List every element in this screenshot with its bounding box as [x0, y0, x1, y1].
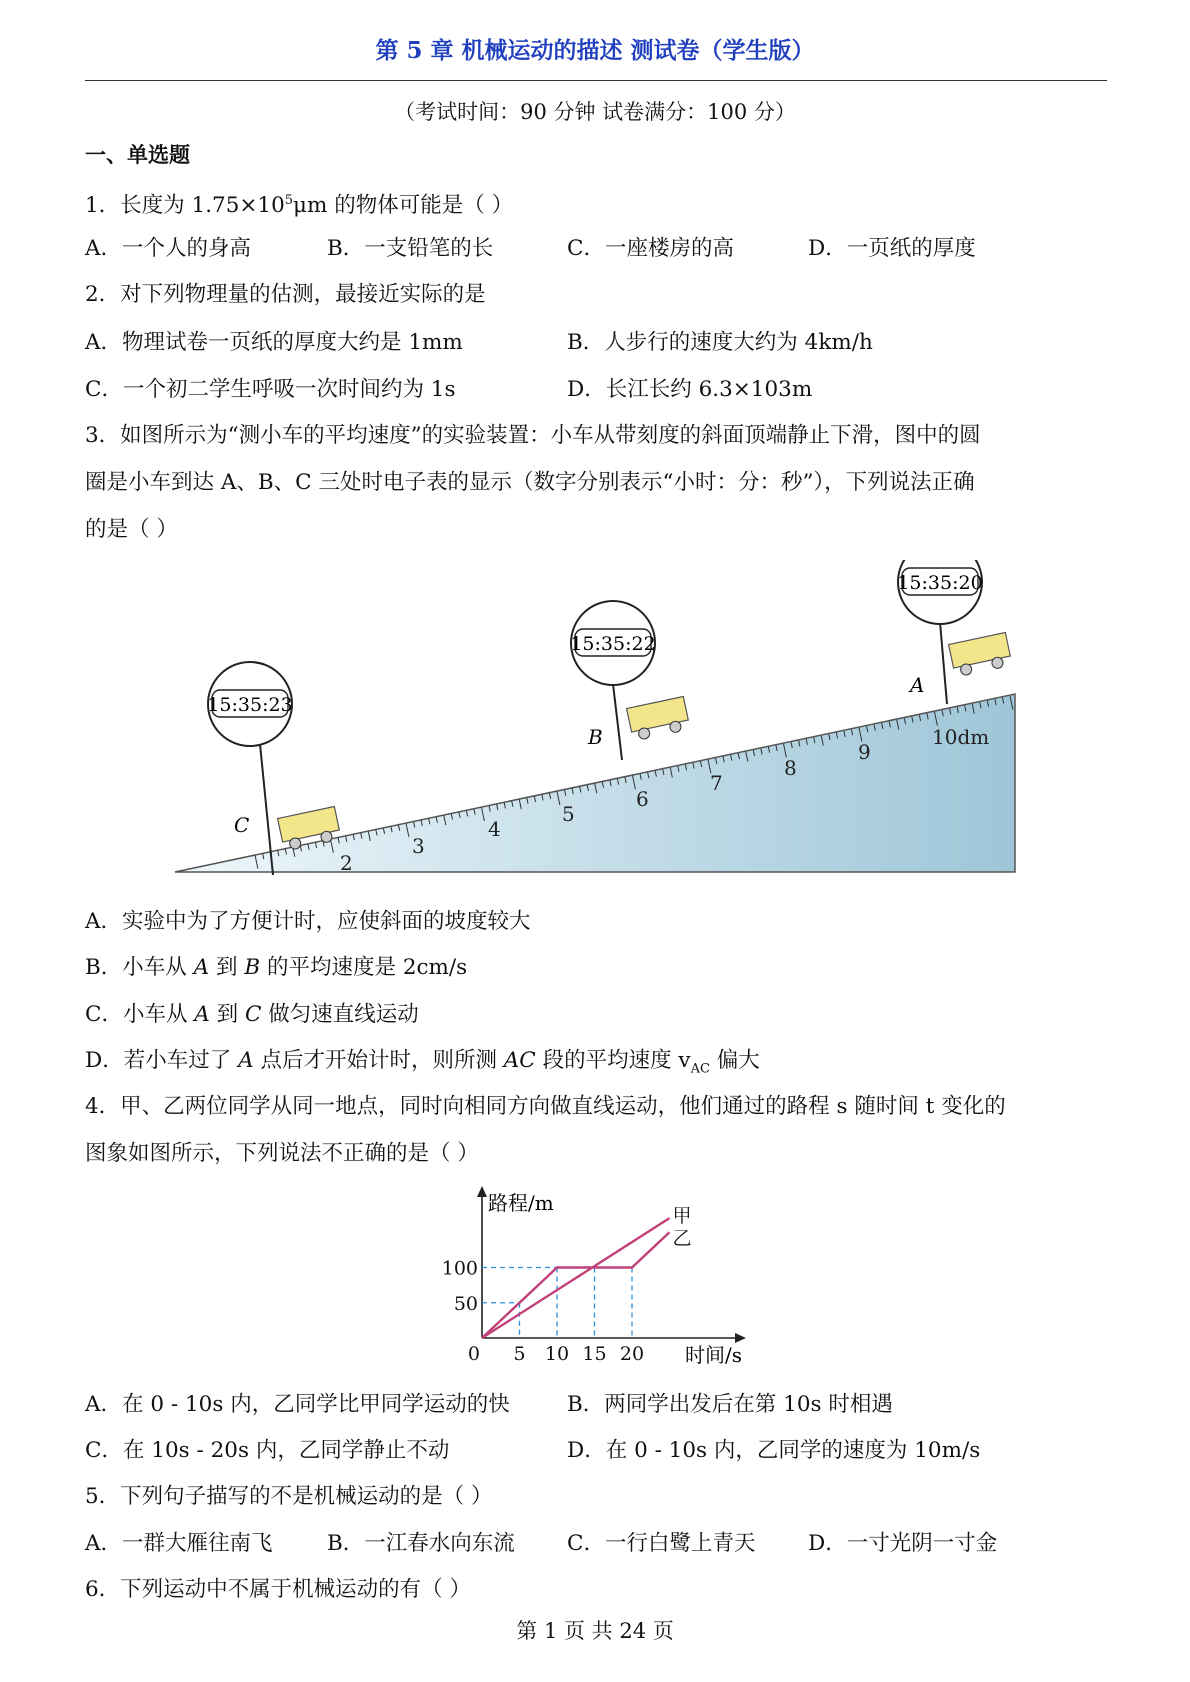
x-tick-label: 20: [619, 1343, 645, 1365]
q2-option-d: D．长江长约 6.3×103m: [567, 377, 813, 402]
page-footer: 第 1 页 共 24 页: [516, 1619, 674, 1643]
series-label-2: 乙: [672, 1227, 692, 1250]
q3-option-a: A．实验中为了方便计时，应使斜面的坡度较大: [85, 909, 531, 934]
q2-option-a: A．物理试卷一页纸的厚度大约是 1mm: [85, 330, 463, 355]
series-label-1: 甲: [672, 1205, 692, 1228]
question-1-stem: 1．长度为 $1.75\times 10^5\mu m$ 的物体可能是（ ）: [85, 193, 514, 219]
x-tick-label: 0: [467, 1343, 480, 1365]
q5-option-b: B．一江春水向东流: [327, 1531, 515, 1556]
point-label-a: A: [910, 673, 925, 697]
ruler-label-3: 3: [412, 834, 425, 858]
incline-figure: [170, 560, 1030, 890]
x-axis-label: 时间/s: [685, 1343, 743, 1365]
q1-option-d: D．一页纸的厚度: [808, 236, 976, 261]
ruler-label-7: 7: [710, 771, 723, 795]
exam-subtitle: （考试时间：90 分钟 试卷满分：100 分）: [394, 100, 796, 124]
clock-b-time: 15:35:22: [570, 633, 656, 655]
question-3-stem-line1: 3．如图所示为“测小车的平均速度”的实验装置：小车从带刻度的斜面顶端静止下滑，图中的圆: [85, 423, 981, 448]
ruler-label-8: 8: [784, 756, 797, 780]
q1-option-c: C．一座楼房的高: [567, 236, 734, 261]
ruler-label-9: 9: [858, 740, 871, 764]
ruler-label-4: 4: [488, 817, 501, 841]
distance-time-chart: [430, 1180, 760, 1365]
q5-option-d: D．一寸光阴一寸金: [808, 1531, 998, 1556]
header-divider: [85, 80, 1107, 81]
point-label-b: B: [588, 725, 603, 749]
y-axis-label: 路程/m: [488, 1191, 554, 1215]
ruler-label-2: 2: [340, 851, 353, 875]
series-line-1: [482, 1218, 670, 1338]
series-line-2: [482, 1232, 670, 1338]
q1-option-b: B．一支铅笔的长: [327, 236, 494, 261]
q5-option-c: C．一行白鹭上青天: [567, 1531, 756, 1556]
question-2-stem: 2．对下列物理量的估测，最接近实际的是: [85, 282, 486, 307]
ruler-label-10dm: 10dm: [932, 725, 990, 749]
q5-option-a: A．一群大雁往南飞: [85, 1531, 273, 1556]
question-4-stem-line2: 图象如图所示，下列说法不正确的是（ ）: [85, 1141, 479, 1166]
q2-option-b: B．人步行的速度大约为 4km/h: [567, 330, 873, 355]
clock-c-time: 15:35:23: [207, 694, 293, 716]
q4-option-d: D．在 0 - 10s 内，乙同学的速度为 10m/s: [567, 1438, 981, 1463]
q4-option-c: C．在 10s - 20s 内，乙同学静止不动: [85, 1438, 450, 1463]
exam-title: 第 5 章 机械运动的描述 测试卷（学生版）: [375, 37, 815, 64]
section-heading: 一、单选题: [85, 143, 190, 167]
x-tick-label: 10: [544, 1343, 570, 1365]
clock-a-time: 15:35:20: [897, 572, 983, 594]
cart-b: [627, 697, 691, 742]
x-tick-label: 5: [513, 1343, 526, 1365]
ruler-label-5: 5: [562, 802, 575, 826]
ruler-label-6: 6: [636, 787, 649, 811]
question-3-stem-line2: 圈是小车到达 A、B、C 三处时电子表的显示（数字分别表示“小时：分：秒”），下列说法正确: [85, 470, 975, 495]
cart-a: [949, 633, 1013, 678]
question-3-stem-line3: 的是（ ）: [85, 517, 178, 542]
q3-option-b: B．小车从 A 到 B 的平均速度是 2cm/s: [85, 955, 468, 980]
incline-plane: [175, 694, 1015, 872]
chart-guides: [482, 1268, 632, 1339]
question-4-stem-line1: 4．甲、乙两位同学从同一地点，同时向相同方向做直线运动，他们通过的路程 s 随时间 t 变化的: [85, 1094, 1006, 1119]
point-label-c: C: [234, 813, 250, 837]
q4-option-b: B．两同学出发后在第 10s 时相遇: [567, 1392, 893, 1417]
x-tick-label: 15: [582, 1343, 607, 1365]
question-6-stem: 6．下列运动中不属于机械运动的有（ ）: [85, 1577, 472, 1602]
q3-option-d: D．若小车过了 A 点后才开始计时，则所测 AC 段的平均速度 $v_{AC}$ 偏大: [85, 1048, 760, 1077]
question-5-stem: 5．下列句子描写的不是机械运动的是（ ）: [85, 1484, 493, 1509]
q3-option-c: C．小车从 A 到 C 做匀速直线运动: [85, 1002, 419, 1027]
y-tick-label: 50: [453, 1292, 478, 1315]
q1-option-a: A．一个人的身高: [85, 236, 252, 261]
q4-option-a: A．在 0 - 10s 内，乙同学比甲同学运动的快: [85, 1392, 510, 1417]
q2-option-c: C．一个初二学生呼吸一次时间约为 1s: [85, 377, 456, 402]
y-tick-label: 100: [441, 1257, 478, 1280]
